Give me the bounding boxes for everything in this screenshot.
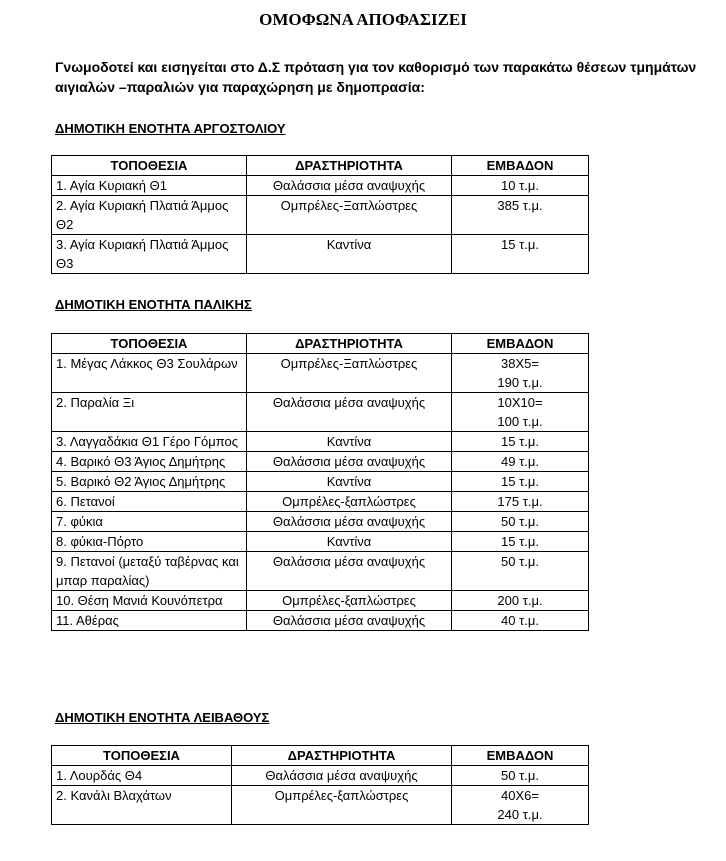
table-row	[52, 432, 589, 452]
cell-area: 40Χ6= 240 τ.μ.	[452, 786, 589, 825]
column-header-location: ΤΟΠΟΘΕΣΙΑ	[52, 746, 232, 766]
cell-activity: Θαλάσσια μέσα αναψυχής	[247, 452, 452, 472]
column-header-area: ΕΜΒΑΔΟΝ	[452, 156, 589, 176]
cell-location: 11. Αθέρας	[52, 611, 247, 631]
cell-area: 10 τ.μ.	[452, 176, 589, 196]
cell-location: 5. Βαρικό Θ2 Άγιος Δημήτρης	[52, 472, 247, 492]
table-row	[52, 611, 589, 631]
cell-activity: Ομπρέλες-ξαπλώστρες	[247, 591, 452, 611]
column-header-location: ΤΟΠΟΘΕΣΙΑ	[52, 156, 247, 176]
cell-location: 1. Μέγας Λάκκος Θ3 Σουλάρων	[52, 354, 247, 393]
cell-location: 1. Αγία Κυριακή Θ1	[52, 176, 247, 196]
cell-location: 2. Κανάλι Βλαχάτων	[52, 786, 232, 825]
cell-area: 385 τ.μ.	[452, 196, 589, 235]
table-row	[52, 196, 589, 235]
table-row	[52, 492, 589, 512]
cell-area: 15 τ.μ.	[452, 472, 589, 492]
section-heading-argostoli: ΔΗΜΟΤΙΚΗ ΕΝΟΤΗΤΑ ΑΡΓΟΣΤΟΛΙΟΥ	[55, 121, 286, 136]
cell-area: 50 τ.μ.	[452, 512, 589, 532]
cell-area: 10Χ10= 100 τ.μ.	[452, 393, 589, 432]
cell-area: 50 τ.μ.	[452, 552, 589, 591]
cell-location: 3. Αγία Κυριακή Πλατιά Άμμος Θ3	[52, 235, 247, 274]
column-header-activity: ΔΡΑΣΤΗΡΙΟΤΗΤΑ	[247, 334, 452, 354]
table-body	[52, 354, 589, 631]
table-header-row	[52, 334, 589, 354]
cell-area: 15 τ.μ.	[452, 532, 589, 552]
column-header-area: ΕΜΒΑΔΟΝ	[452, 746, 589, 766]
table-row	[52, 452, 589, 472]
cell-area: 15 τ.μ.	[452, 432, 589, 452]
cell-activity: Θαλάσσια μέσα αναψυχής	[232, 766, 452, 786]
cell-location: 2. Παραλία Ξι	[52, 393, 247, 432]
cell-activity: Καντίνα	[247, 432, 452, 452]
cell-activity: Καντίνα	[247, 472, 452, 492]
cell-activity: Θαλάσσια μέσα αναψυχής	[247, 611, 452, 631]
cell-area: 175 τ.μ.	[452, 492, 589, 512]
table-body	[52, 176, 589, 274]
cell-activity: Ομπρέλες-ξαπλώστρες	[232, 786, 452, 825]
cell-location: 7. φύκια	[52, 512, 247, 532]
table-row	[52, 235, 589, 274]
cell-location: 10. Θέση Μανιά Κουνόπετρα	[52, 591, 247, 611]
cell-location: 4. Βαρικό Θ3 Άγιος Δημήτρης	[52, 452, 247, 472]
table-row	[52, 786, 589, 825]
table-row	[52, 591, 589, 611]
cell-area: 15 τ.μ.	[452, 235, 589, 274]
section-heading-leivathous: ΔΗΜΟΤΙΚΗ ΕΝΟΤΗΤΑ ΛΕΙΒΑΘΟΥΣ	[55, 710, 270, 725]
table-header-row	[52, 746, 589, 766]
table-row	[52, 552, 589, 591]
cell-activity: Θαλάσσια μέσα αναψυχής	[247, 512, 452, 532]
table-row	[52, 766, 589, 786]
section-heading-paliki: ΔΗΜΟΤΙΚΗ ΕΝΟΤΗΤΑ ΠΑΛΙΚΗΣ	[55, 297, 252, 312]
cell-location: 6. Πετανοί	[52, 492, 247, 512]
cell-activity: Καντίνα	[247, 235, 452, 274]
cell-area: 200 τ.μ.	[452, 591, 589, 611]
table-row	[52, 532, 589, 552]
table-body	[52, 766, 589, 825]
table-argostoli	[51, 155, 589, 274]
table-paliki	[51, 333, 589, 631]
cell-area: 50 τ.μ.	[452, 766, 589, 786]
cell-activity: Θαλάσσια μέσα αναψυχής	[247, 552, 452, 591]
table-row	[52, 512, 589, 532]
cell-location: 3. Λαγγαδάκια Θ1 Γέρο Γόμπος	[52, 432, 247, 452]
table-row	[52, 176, 589, 196]
cell-activity: Καντίνα	[247, 532, 452, 552]
cell-activity: Θαλάσσια μέσα αναψυχής	[247, 393, 452, 432]
cell-location: 8. φύκια-Πόρτο	[52, 532, 247, 552]
column-header-location: ΤΟΠΟΘΕΣΙΑ	[52, 334, 247, 354]
cell-activity: Ομπρέλες-Ξαπλώστρες	[247, 196, 452, 235]
cell-area: 40 τ.μ.	[452, 611, 589, 631]
table-row	[52, 393, 589, 432]
table-row	[52, 472, 589, 492]
cell-location: 9. Πετανοί (μεταξύ ταβέρνας και μπαρ παραλίας)	[52, 552, 247, 591]
table-leivathous	[51, 745, 589, 825]
intro-paragraph: Γνωμοδοτεί και εισηγείται στο Δ.Σ πρόταση για τον καθορισμό των παρακάτω θέσεων τμημάτων αιγιαλών –παραλιών για παραχώρηση με δημοπρασία:	[55, 59, 697, 95]
cell-activity: Ομπρέλες-Ξαπλώστρες	[247, 354, 452, 393]
cell-area: 49 τ.μ.	[452, 452, 589, 472]
column-header-activity: ΔΡΑΣΤΗΡΙΟΤΗΤΑ	[232, 746, 452, 766]
document-title: ΟΜΟΦΩΝΑ ΑΠΟΦΑΣΙΖΕΙ	[259, 10, 467, 29]
cell-area: 38Χ5= 190 τ.μ.	[452, 354, 589, 393]
table-row	[52, 354, 589, 393]
cell-location: 2. Αγία Κυριακή Πλατιά Άμμος Θ2	[52, 196, 247, 235]
table-header-row	[52, 156, 589, 176]
cell-location: 1. Λουρδάς Θ4	[52, 766, 232, 786]
column-header-activity: ΔΡΑΣΤΗΡΙΟΤΗΤΑ	[247, 156, 452, 176]
cell-activity: Ομπρέλες-ξαπλώστρες	[247, 492, 452, 512]
column-header-area: ΕΜΒΑΔΟΝ	[452, 334, 589, 354]
cell-activity: Θαλάσσια μέσα αναψυχής	[247, 176, 452, 196]
